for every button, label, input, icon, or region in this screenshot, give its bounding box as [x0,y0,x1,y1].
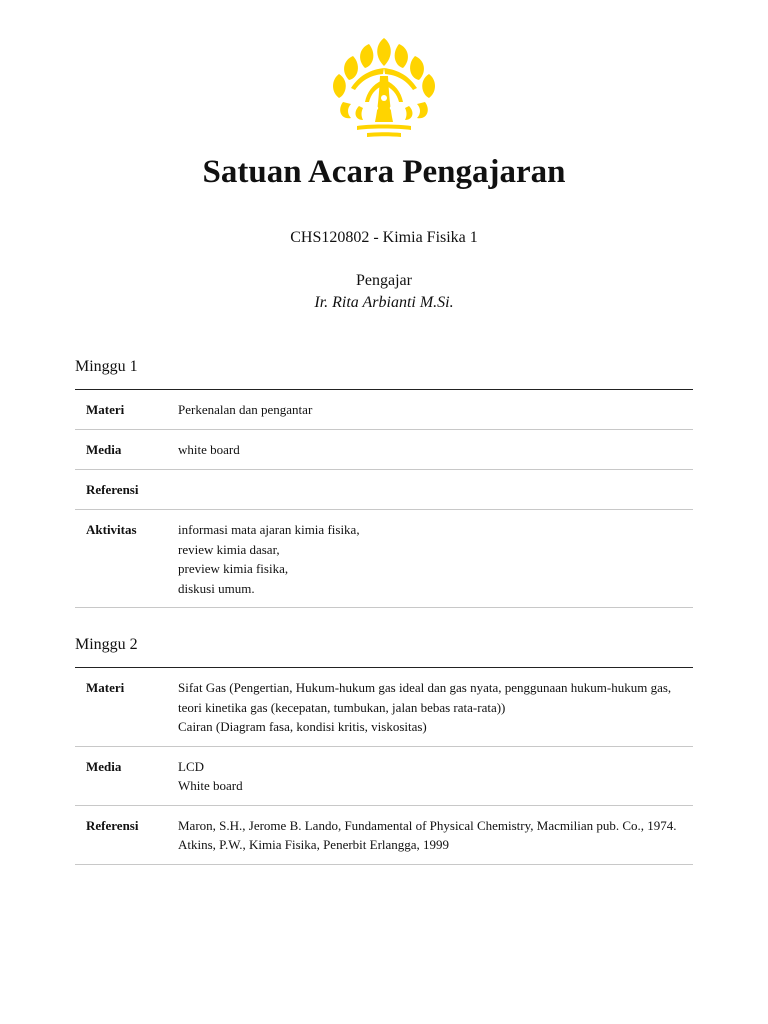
row-value [178,520,693,598]
table-row [75,806,693,865]
week-section [75,356,693,608]
value-line: Atkins, P.W., Kimia Fisika, Penerbit Erlangga, 1999 [178,837,450,852]
course-code: CHS120802 - Kimia Fisika 1 [290,229,478,246]
table-row [75,430,693,470]
week-table [75,667,693,865]
value-line: informasi mata ajaran kimia fisika, [178,522,360,537]
university-emblem-icon [329,36,439,140]
row-label: Aktivitas [86,522,137,537]
row-label: Materi [86,680,125,695]
table-row [75,747,693,806]
table-row [75,390,693,430]
row-label: Media [86,758,122,774]
row-value [178,400,693,420]
value-line: Sifat Gas (Pengertian, Hukum-hukum gas ideal dan gas nyata, penggunaan hukum-hukum gas, teori kinetika gas (kecepatan, tumbukan, jalan bebas rata-rata)) [178,680,672,715]
row-label: Referensi [86,482,139,497]
week-table [75,389,693,608]
row-value [178,440,693,460]
row-value [178,480,693,500]
value-line: Cairan (Diagram fasa, kondisi kritis, viskositas) [178,719,427,734]
value-line: Maron, S.H., Jerome B. Lando, Fundamental of Physical Chemistry, Macmilian pub. Co., 1974. [178,817,677,833]
row-value [178,757,693,796]
row-label: Materi [86,402,125,417]
value-line: LCD [178,758,204,774]
value-line: review kimia dasar, [178,541,280,557]
row-value [178,678,693,737]
lecturer-label: Pengajar [356,272,412,289]
document-title: Satuan Acara Pengajaran [202,154,566,190]
week-title: Minggu 1 [75,358,138,375]
value-line: white board [178,442,240,457]
value-line: Perkenalan dan pengantar [178,402,313,417]
value-line: preview kimia fisika, [178,561,289,576]
week-title: Minggu 2 [75,636,138,653]
row-value [178,816,693,855]
table-row [75,668,693,747]
value-line: diskusi umum. [178,580,255,596]
row-label: Media [86,442,122,457]
row-label: Referensi [86,817,139,833]
value-line: White board [178,778,243,793]
table-row [75,470,693,510]
lecturer-name: Ir. Rita Arbianti M.Si. [314,294,454,311]
week-section [75,634,693,865]
table-row [75,510,693,608]
